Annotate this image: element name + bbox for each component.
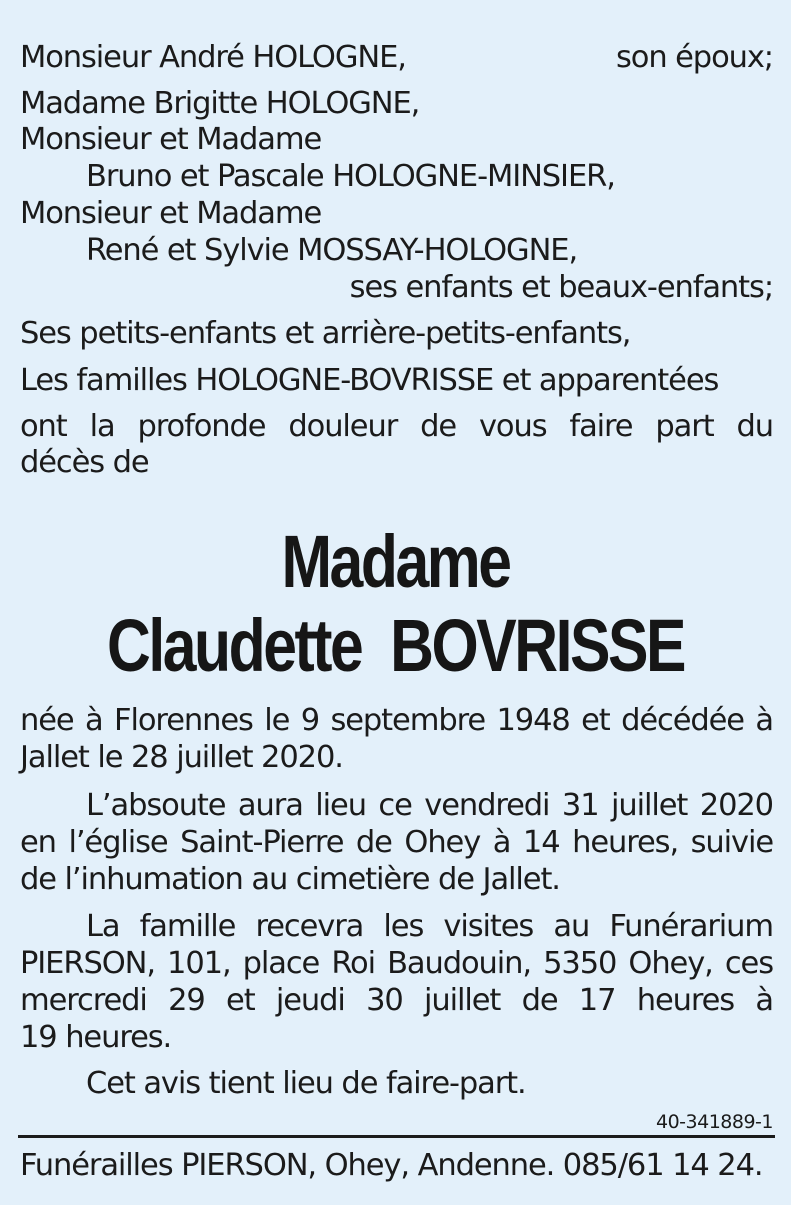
- grandchildren-line: Ses petits-enfants et arrière-petits-enfants,: [20, 316, 631, 351]
- service-line-1: L’absoute aura lieu ce vendredi 31 juillet 2020: [86, 788, 773, 823]
- deceased-name: Claudette BOVRISSE: [106, 604, 685, 687]
- reference-number: 40-341889-1: [655, 1111, 773, 1133]
- announce-line-1: ont la profonde douleur de vous faire part du: [20, 409, 773, 444]
- family-line-4: Bruno et Pascale HOLOGNE-MINSIER,: [86, 159, 615, 194]
- family-line-5: Monsieur et Madame: [20, 196, 322, 231]
- service-line-3: de l’inhumation au cimetière de Jallet.: [20, 862, 560, 897]
- children-role: ses enfants et beaux-enfants;: [349, 270, 773, 305]
- funeral-home-footer: Funérailles PIERSON, Ohey, Andenne. 085/61 14 24.: [20, 1148, 763, 1183]
- visit-line-4: 19 heures.: [20, 1020, 172, 1055]
- birth-line-2: Jallet le 28 juillet 2020.: [20, 740, 343, 775]
- family-line-3: Monsieur et Madame: [20, 122, 322, 157]
- birth-line-1: née à Florennes le 9 septembre 1948 et décédée à: [20, 703, 773, 738]
- husband-role: son époux;: [615, 40, 773, 75]
- divider: [18, 1135, 775, 1138]
- announce-line-2: décès de: [20, 445, 149, 480]
- visit-line-3: mercredi 29 et jeudi 30 juillet de 17 heures à: [20, 983, 773, 1018]
- husband-line: [20, 37, 773, 79]
- families-line: Les familles HOLOGNE-BOVRISSE et apparentées: [20, 363, 719, 398]
- service-line-2: en l’église Saint-Pierre de Ohey à 14 heures, suivie: [20, 825, 773, 860]
- closing-line: Cet avis tient lieu de faire-part.: [86, 1066, 526, 1101]
- deceased-title: Madame: [281, 520, 510, 603]
- visit-line-1: La famille recevra les visites au Funérarium: [86, 909, 773, 944]
- visit-line-2: PIERSON, 101, place Roi Baudouin, 5350 Ohey, ces: [20, 946, 773, 981]
- family-line-6: René et Sylvie MOSSAY-HOLOGNE,: [86, 233, 578, 268]
- daughter-line: Madame Brigitte HOLOGNE,: [20, 86, 420, 121]
- husband-name: Monsieur André HOLOGNE,: [20, 40, 406, 75]
